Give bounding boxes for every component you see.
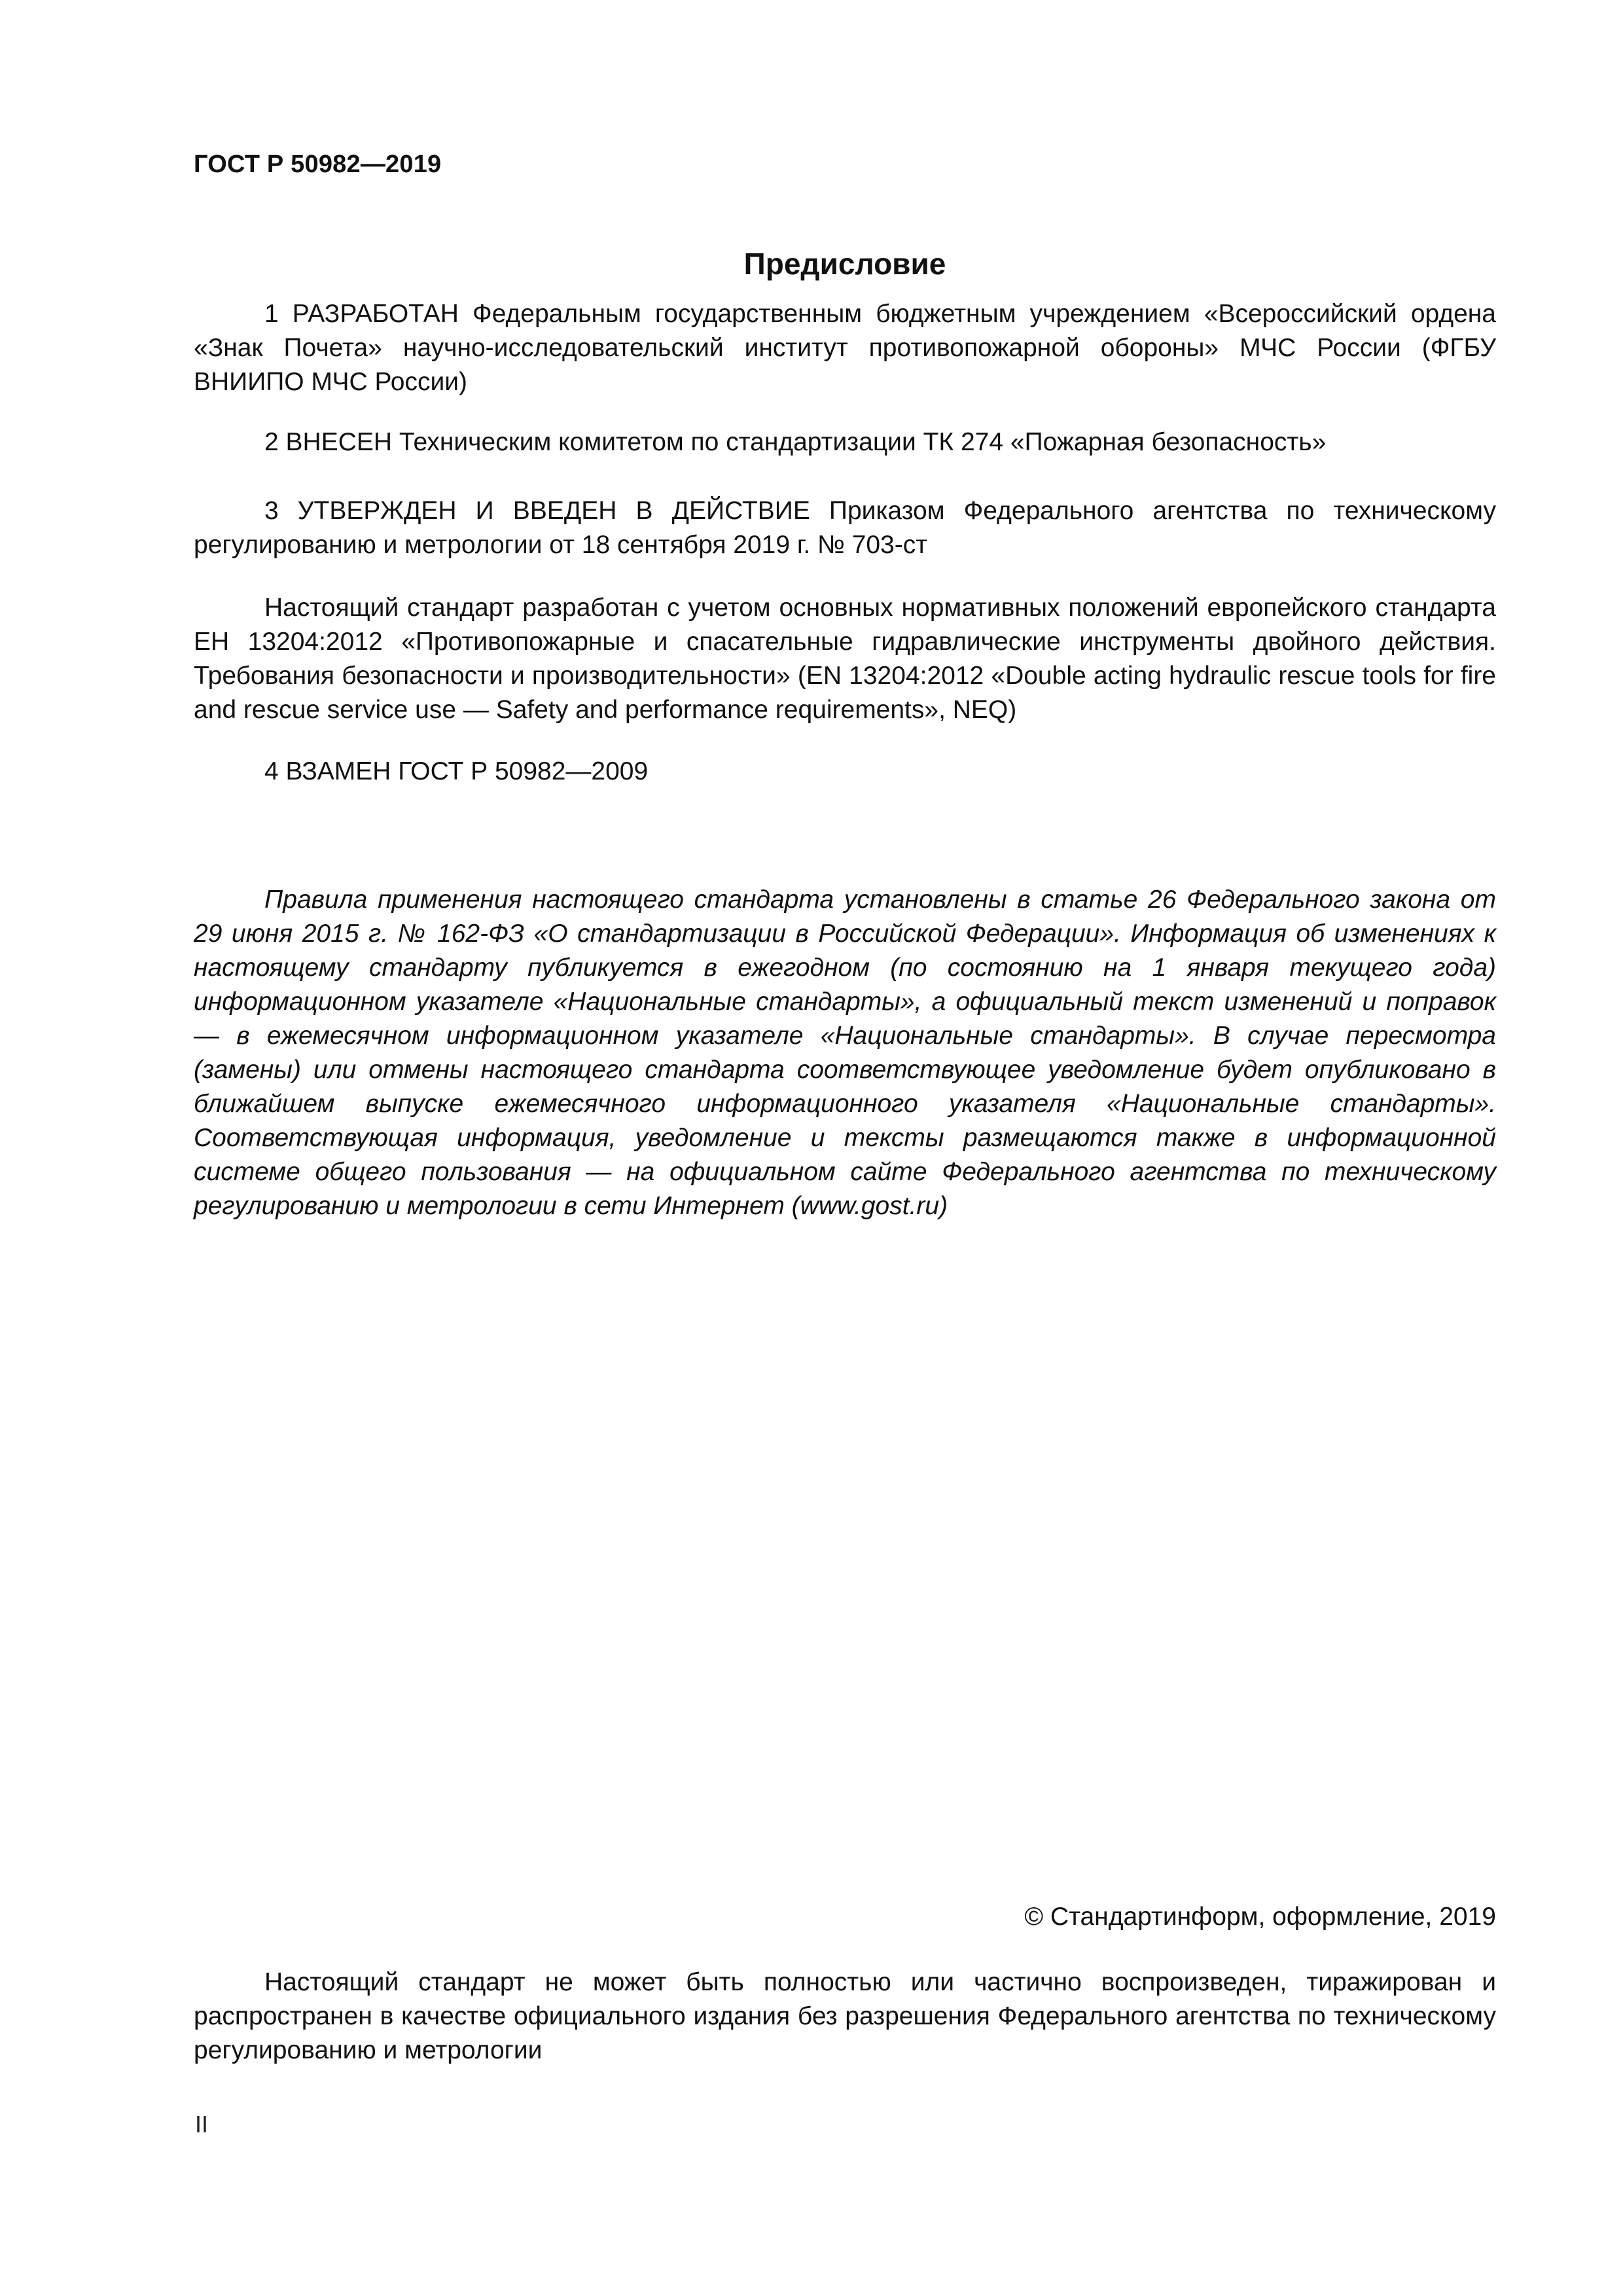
copyright-notice: © Стандартинформ, оформление, 2019 [1024,1903,1496,1931]
replacement-paragraph: 4 ВЗАМЕН ГОСТ Р 50982—2009 [264,757,649,785]
document-id: ГОСТ Р 50982—2019 [194,151,442,178]
submission-paragraph: 2 ВНЕСЕН Техническим комитетом по стандартизации ТК 274 «Пожарная безопасность» [264,428,1327,456]
foreword-title: Предисловие [743,246,946,281]
development-paragraph: 1 РАЗРАБОТАН Федеральным государственным бюджетным учреждением «Всероссийский ордена «Знак Почета» научно-исследовательский институт противопожарной обороны» МЧС России (ФГБУ ВНИИПО МЧС России) [194,300,1496,396]
approval-paragraph: 3 УТВЕРЖДЕН И ВВЕДЕН В ДЕЙСТВИЕ Приказом Федерального агентства по техническому регулированию и метрологии от 18 сентября 2019 г. № 703-ст [194,497,1496,559]
page-number: II [195,2111,209,2138]
application-rules-paragraph: Правила применения настоящего стандарта установлены в статье 26 Федерального закона от 29 июня 2015 г. № 162-ФЗ «О стандартизации в Российской Федерации». Информация об изменениях к настоящему стандарту публикуется в ежегодном (по состоянию на 1 января текущего года) информационном указателе «Национальные стандарты», а официальный текст изменений и поправок — в ежемесячном информационном указателе «Национальные стандарты». В случае пересмотра (замены) или отмены настоящего стандарта соответствующее уведомление будет опубликовано в ближайшем выпуске ежемесячного информационного указателя «Национальные стандарты». Соответствующая информация, уведомление и тексты размещаются также в информационной системе общего пользования — на официальном сайте Федерального агентства по техническому регулированию и метрологии в сети Интернет (www.gost.ru) [194,886,1496,1220]
standard-basis-paragraph: Настоящий стандарт разработан с учетом основных нормативных положений европейского стандарта ЕН 13204:2012 «Противопожарные и спасательные гидравлические инструменты двойного действия. Требования безопасности и производительности» (EN 13204:2012 «Double acting hydraulic rescue tools for fire and rescue service use — Safety and performance requirements», NEQ) [194,594,1496,724]
reproduction-notice: Настоящий стандарт не может быть полностью или частично воспроизведен, тиражирован и распространен в качестве официального издания без разрешения Федерального агентства по техническому регулированию и метрологии [194,1968,1496,2064]
